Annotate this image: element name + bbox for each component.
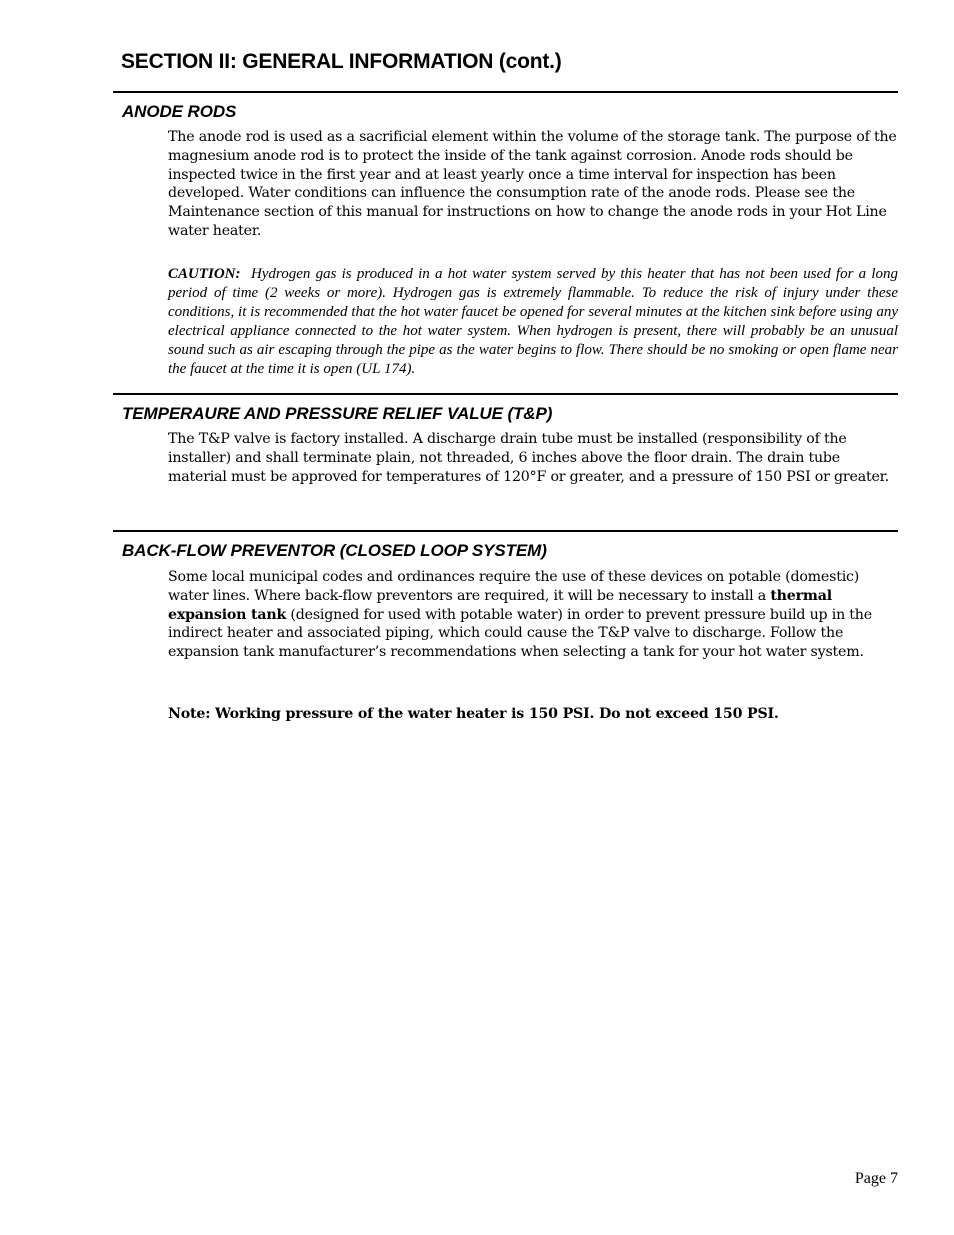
caution-label: CAUTION: [168, 266, 241, 282]
thermal-expansion-tank-term: thermal expansion tank [168, 587, 832, 623]
caution-paragraph [168, 265, 898, 378]
backflow-text-start: Some local municipal codes and ordinances require the use of these devices on potable (domestic) water lines. Where back-flow preventors are required, it will be necessary to install a [168, 569, 860, 604]
working-pressure-note: Note: Working pressure of the water heater is 150 PSI. Do not exceed 150 PSI. [168, 706, 779, 722]
caution-text: Hydrogen gas is produced in a hot water system served by this heater that has not been used for a long period of time (2 weeks or more). Hydrogen gas is extremely flammable. To reduce the risk of injury under these conditions, it is recommended that the hot water faucet be opened for several minutes at the kitchen sink before using any electrical appliance connected to the hot water system. When hydrogen is present, there will probably be an unusual sound such as air escaping through the pipe as the water begins to flow. There should be no smoking or open flame near the faucet at the time it is open (UL 174). [168, 266, 899, 377]
section-divider [113, 530, 898, 532]
page-title: SECTION II: GENERAL INFORMATION (cont.) [121, 50, 562, 73]
anode-rods-paragraph: The anode rod is used as a sacrificial element within the volume of the storage tank. The purpose of the magnesium anode rod is to protect the inside of the tank against corrosion. Anode rods should be inspected twice in the first year and at least yearly once a time interval for inspection has been developed. Water conditions can influence the consumption rate of the anode rods. Please see the Maintenance section of this manual for instructions on how to change the anode rods in your Hot Line water heater. [168, 129, 897, 239]
tp-valve-paragraph: The T&P valve is factory installed. A discharge drain tube must be installed (responsibility of the installer) and shall terminate plain, not threaded, 6 inches above the floor drain. The drain tube material must be approved for temperatures of 120°F or greater, and a pressure of 150 PSI or greater. [168, 431, 889, 485]
section-divider [113, 393, 898, 395]
section-divider [113, 91, 898, 93]
backflow-heading: BACK-FLOW PREVENTOR (CLOSED LOOP SYSTEM) [122, 541, 547, 560]
tp-valve-heading: TEMPERAURE AND PRESSURE RELIEF VALUE (T&P) [122, 404, 553, 423]
anode-rods-heading: ANODE RODS [122, 102, 237, 121]
backflow-text-end: (designed for used with potable water) in order to prevent pressure build up in the indirect heater and associated piping, which could cause the T&P valve to discharge. Follow the expansion tank manufacturer’s recommendations when selecting a tank for your hot water system. [168, 606, 872, 661]
page-number: Page 7 [854, 1170, 898, 1187]
backflow-paragraph [168, 568, 898, 662]
